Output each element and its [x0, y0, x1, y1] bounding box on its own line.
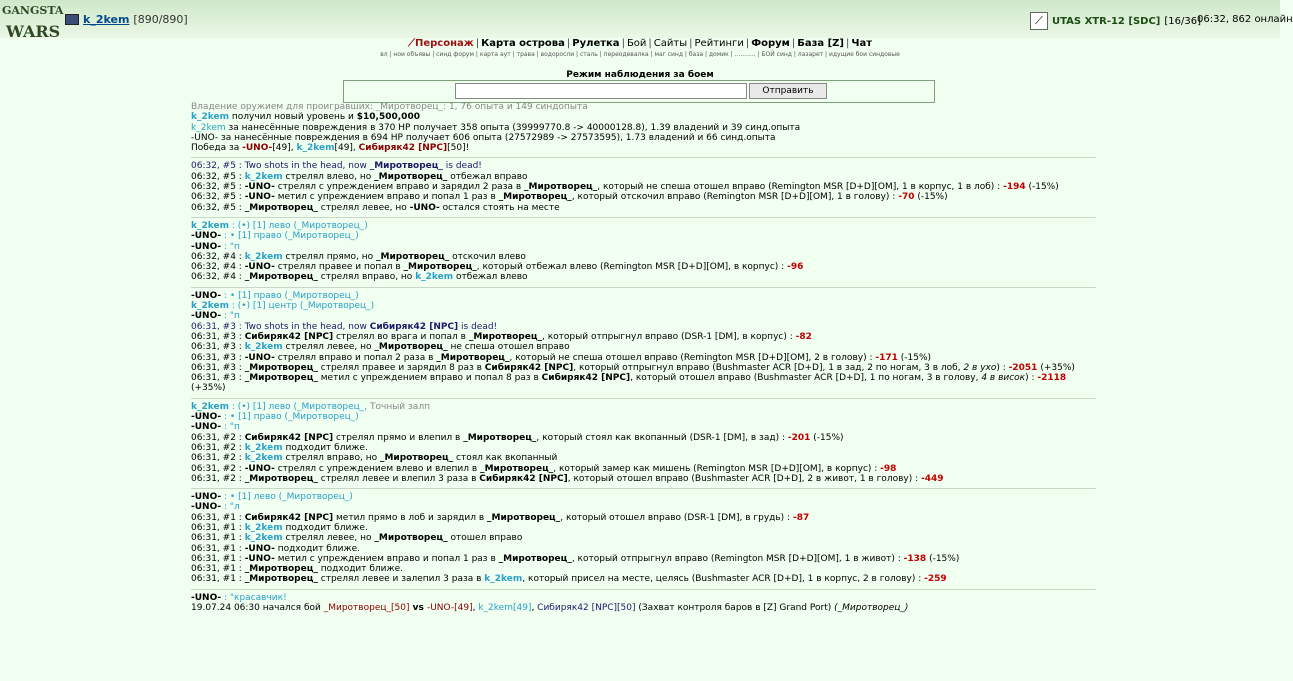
weapon-ammo: [16/36]	[1164, 15, 1201, 27]
log-line: 06:31, #3 : Сибиряк42 [NPC] стрелял во врага и попал в _Миротворец_, который отпрыгнул вправо (DSR-1 [DM], в корпус) : -82	[191, 331, 812, 342]
username-link[interactable]: k_2kem	[83, 13, 130, 26]
nav-ratings[interactable]: Рейтинги	[694, 38, 744, 49]
log-line: 06:32, #5 : _Миротворец_ стрелял левее, но -UNO- остался стоять на месте	[191, 202, 560, 213]
battle-start-line: 19.07.24 06:30 началcя бой _Миротворец_[50] vs -UNO-[49], k_2kem[49], Сибиряк42 [NPC][50] (Захват контроля баров в [Z] Grand Port) (_Миротворец_)	[191, 603, 909, 614]
log-line: 06:32, #4 : _Миротворец_ стрелял вправо, но k_2kem отбежал влево	[191, 272, 528, 283]
log-line: 06:31, #1 : -UNO- подходит ближе.	[191, 543, 360, 554]
log-line: 06:32, #5 : -UNO- стрелял с упреждением вправо и зарядил 2 раза в _Миротворец_, который не спеша отошел вправо (Remington MSR [D+D][OM], 1 в корпус, 1 в лоб) : -194 (-15%)	[191, 182, 1059, 193]
log-line: k_2kem : (•) [1] лево (_Миротворец_, Точный залп	[191, 401, 430, 412]
log-line: k_2kem получил новый уровень и $10,500,000	[191, 112, 420, 123]
syndicate-flag-icon[interactable]	[65, 14, 79, 25]
nav-base[interactable]: База [Z]	[797, 38, 845, 49]
divider	[191, 589, 1096, 590]
team-link[interactable]: k_2kem[49]	[478, 603, 532, 614]
log-line: -UNO- : • [1] право (_Миротворец_)	[191, 412, 359, 423]
log-line: 06:32, #4 : k_2kem стрелял прямо, но _Миротворец_ отскочил влево	[191, 251, 526, 262]
team-link[interactable]: Сибиряк42 [NPC][50]	[537, 603, 636, 614]
log-line: 06:31, #2 : Сибиряк42 [NPC] стрелял прямо и влепил в _Миротворец_, который стоял как вкопанный (DSR-1 [DM], в зад) : -201 (-15%)	[191, 432, 844, 443]
log-line: 06:32, #5 : -UNO- метил с упреждением вправо и попал 1 раз в _Миротворец_, который отскочил вправо (Remington MSR [D+D][OM], 1 в голову) : -70 (-15%)	[191, 192, 948, 203]
log-line: -UNO- : "красавчик!	[191, 592, 287, 603]
log-line: -UNO- : "п	[191, 422, 240, 433]
sub-nav[interactable]: вл | нои объявы | синд форум | карта аут | трава | водоросли | сталь | переодевалка | маг синд | база | домик | ........... | БОЙ синд | лазарет | идущие бои синдовые	[380, 51, 900, 58]
log-line: -UNO- : • [1] право (_Миротворец_)	[191, 290, 359, 301]
log-line: 06:31, #1 : Сибиряк42 [NPC] метил прямо в лоб и зарядил в _Миротворец_, который отошел вправо (DSR-1 [DM], в грудь) : -87	[191, 512, 810, 523]
log-line: k_2kem : (•) [1] лево (_Миротворец_)	[191, 220, 368, 231]
log-line: -UNO- : "п	[191, 241, 240, 252]
log-line: -UNO- за нанесённые повреждения в 694 HP получает 606 опыта (27572989 -> 27573595), 1.73 владений и 66 синд.опыта	[191, 132, 776, 143]
battle-log	[191, 102, 1096, 613]
nav-roulette[interactable]: Рулетка	[572, 38, 620, 49]
log-line: 06:31, #3 : Two shots in the head, now Сибиряк42 [NPC] is dead!	[191, 321, 498, 332]
divider	[191, 217, 1096, 218]
weapon-name[interactable]: UTAS XTR-12 [SDC]	[1052, 15, 1161, 27]
divider	[191, 157, 1096, 158]
main-nav: ⟋Персонаж | Карта острова | Рулетка | Бой | Сайты | Рейтинги | Форум | База [Z] | Чат	[407, 38, 873, 49]
nav-character[interactable]: Персонаж	[414, 38, 474, 49]
rifle-icon[interactable]: ⟋	[1030, 12, 1048, 30]
logo-line1: GANGSTA	[2, 4, 64, 17]
log-line: 06:32, #5 : Two shots in the head, now _Миротворец_ is dead!	[191, 161, 482, 172]
clock-online: 06:32, 862 онлайн	[1197, 14, 1293, 25]
log-line: Победа за -UNO-[49], k_2kem[49], Сибиряк42 [NPC][50]!	[191, 143, 470, 154]
log-line: -UNO- : • [1] право (_Миротворец_)	[191, 231, 359, 242]
nav-island-map[interactable]: Карта острова	[481, 38, 565, 49]
team-link[interactable]: -UNO-[49]	[426, 603, 473, 614]
log-line: 06:31, #1 : _Миротворец_ стрелял левее и залепил 3 раза в k_2kem, который присел на месте, целясь (Bushmaster ACR [D+D], 1 в корпус, 2 в голову) : -259	[191, 574, 947, 585]
log-line: k_2kem : (•) [1] центр (_Миротворец_)	[191, 301, 375, 312]
log-line: -UNO- : "л	[191, 502, 240, 513]
log-line: 06:31, #2 : k_2kem стрелял вправо, но _Миротворец_ стоял как вкопанный	[191, 453, 558, 464]
message-input[interactable]	[455, 83, 747, 99]
log-line: 06:31, #3 : k_2kem стрелял левее, но _Миротворец_ не спеша отошел вправо	[191, 342, 570, 353]
divider	[191, 488, 1096, 489]
nav-chat[interactable]: Чат	[851, 38, 873, 49]
game-logo[interactable]	[2, 4, 64, 42]
log-line: Владение оружием для проигравших: _Миротворец_: 1, 76 опыта и 149 синдопыта	[191, 102, 588, 112]
divider	[191, 398, 1096, 399]
user-info	[65, 13, 188, 26]
log-line: 06:31, #1 : k_2kem стрелял левее, но _Миротворец_ отошел вправо	[191, 533, 523, 544]
mode-title: Режим наблюдения за боем	[566, 70, 714, 80]
send-button[interactable]: Отправить	[749, 83, 827, 99]
team-link[interactable]: _Миротворец_[50]	[323, 603, 410, 614]
weapon-info	[1030, 12, 1201, 30]
nav-battle[interactable]: Бой	[626, 38, 647, 49]
log-line: 06:31, #1 : _Миротворец_ подходит ближе.	[191, 564, 404, 575]
nav-forum[interactable]: Форум	[751, 38, 790, 49]
log-line: -UNO- : "п	[191, 311, 240, 322]
log-line: 06:31, #1 : -UNO- метил с упреждением вправо и попал 1 раз в _Миротворец_, который отпрыгнул вправо (Remington MSR [D+D][OM], 1 в живот) : -138 (-15%)	[191, 553, 960, 564]
log-line: 06:31, #3 : -UNO- стрелял вправо и попал 2 раза в _Миротворец_, который не спеша отошел вправо (Remington MSR [D+D][OM], 2 в голову) : -171 (-15%)	[191, 352, 932, 363]
log-line: 06:31, #2 : k_2kem подходит ближе.	[191, 442, 368, 453]
logo-line2: WARS	[6, 22, 61, 41]
nav-sites[interactable]: Сайты	[653, 38, 688, 49]
log-line: 06:32, #4 : -UNO- стрелял правее и попал в _Миротворец_, который отбежал влево (Remington MSR [D+D][OM], в корпус) : -96	[191, 262, 804, 273]
top-bar	[0, 0, 1293, 41]
log-line: 06:31, #3 : _Миротворец_ стрелял правее и зарядил 8 раз в Сибиряк42 [NPC], который отпрыгнул вправо (Bushmaster ACR [D+D], 1 в зад, 2 по ногам, 3 в лоб, 2 в ухо) : -2051 (+35%)	[191, 362, 1075, 373]
log-line: 06:31, #2 : _Миротворец_ стрелял левее и влепил 3 раза в Сибиряк42 [NPC], который отошел вправо (Bushmaster ACR [D+D], 2 в живот, 1 в голову) : -449	[191, 473, 944, 484]
log-line: 06:32, #5 : k_2kem стрелял влево, но _Миротворец_ отбежал вправо	[191, 171, 528, 182]
log-line: 06:31, #1 : k_2kem подходит ближе.	[191, 522, 368, 533]
hp-value: [890/890]	[133, 13, 188, 26]
log-line: k_2kem за нанесённые повреждения в 370 HP получает 358 опыта (39999770.8 -> 40000128.8), 1.39 владений и 39 синд.опыта	[191, 122, 801, 133]
log-line: -UNO- : • [1] лево (_Миротворец_)	[191, 492, 353, 503]
divider	[191, 287, 1096, 288]
log-line: 06:31, #2 : -UNO- стрелял с упреждением влево и влепил в _Миротворец_, который замер как мишень (Remington MSR [D+D][OM], в корпус) : -98	[191, 463, 897, 474]
message-form	[343, 80, 935, 103]
log-line: 06:31, #3 : _Миротворец_ метил с упреждением вправо и попал 8 раз в Сибиряк42 [NPC], который отошел вправо (Bushmaster ACR [D+D], 1 по ногам, 3 в голову, 4 в висок) : -2118 (+35%)	[191, 373, 1067, 394]
